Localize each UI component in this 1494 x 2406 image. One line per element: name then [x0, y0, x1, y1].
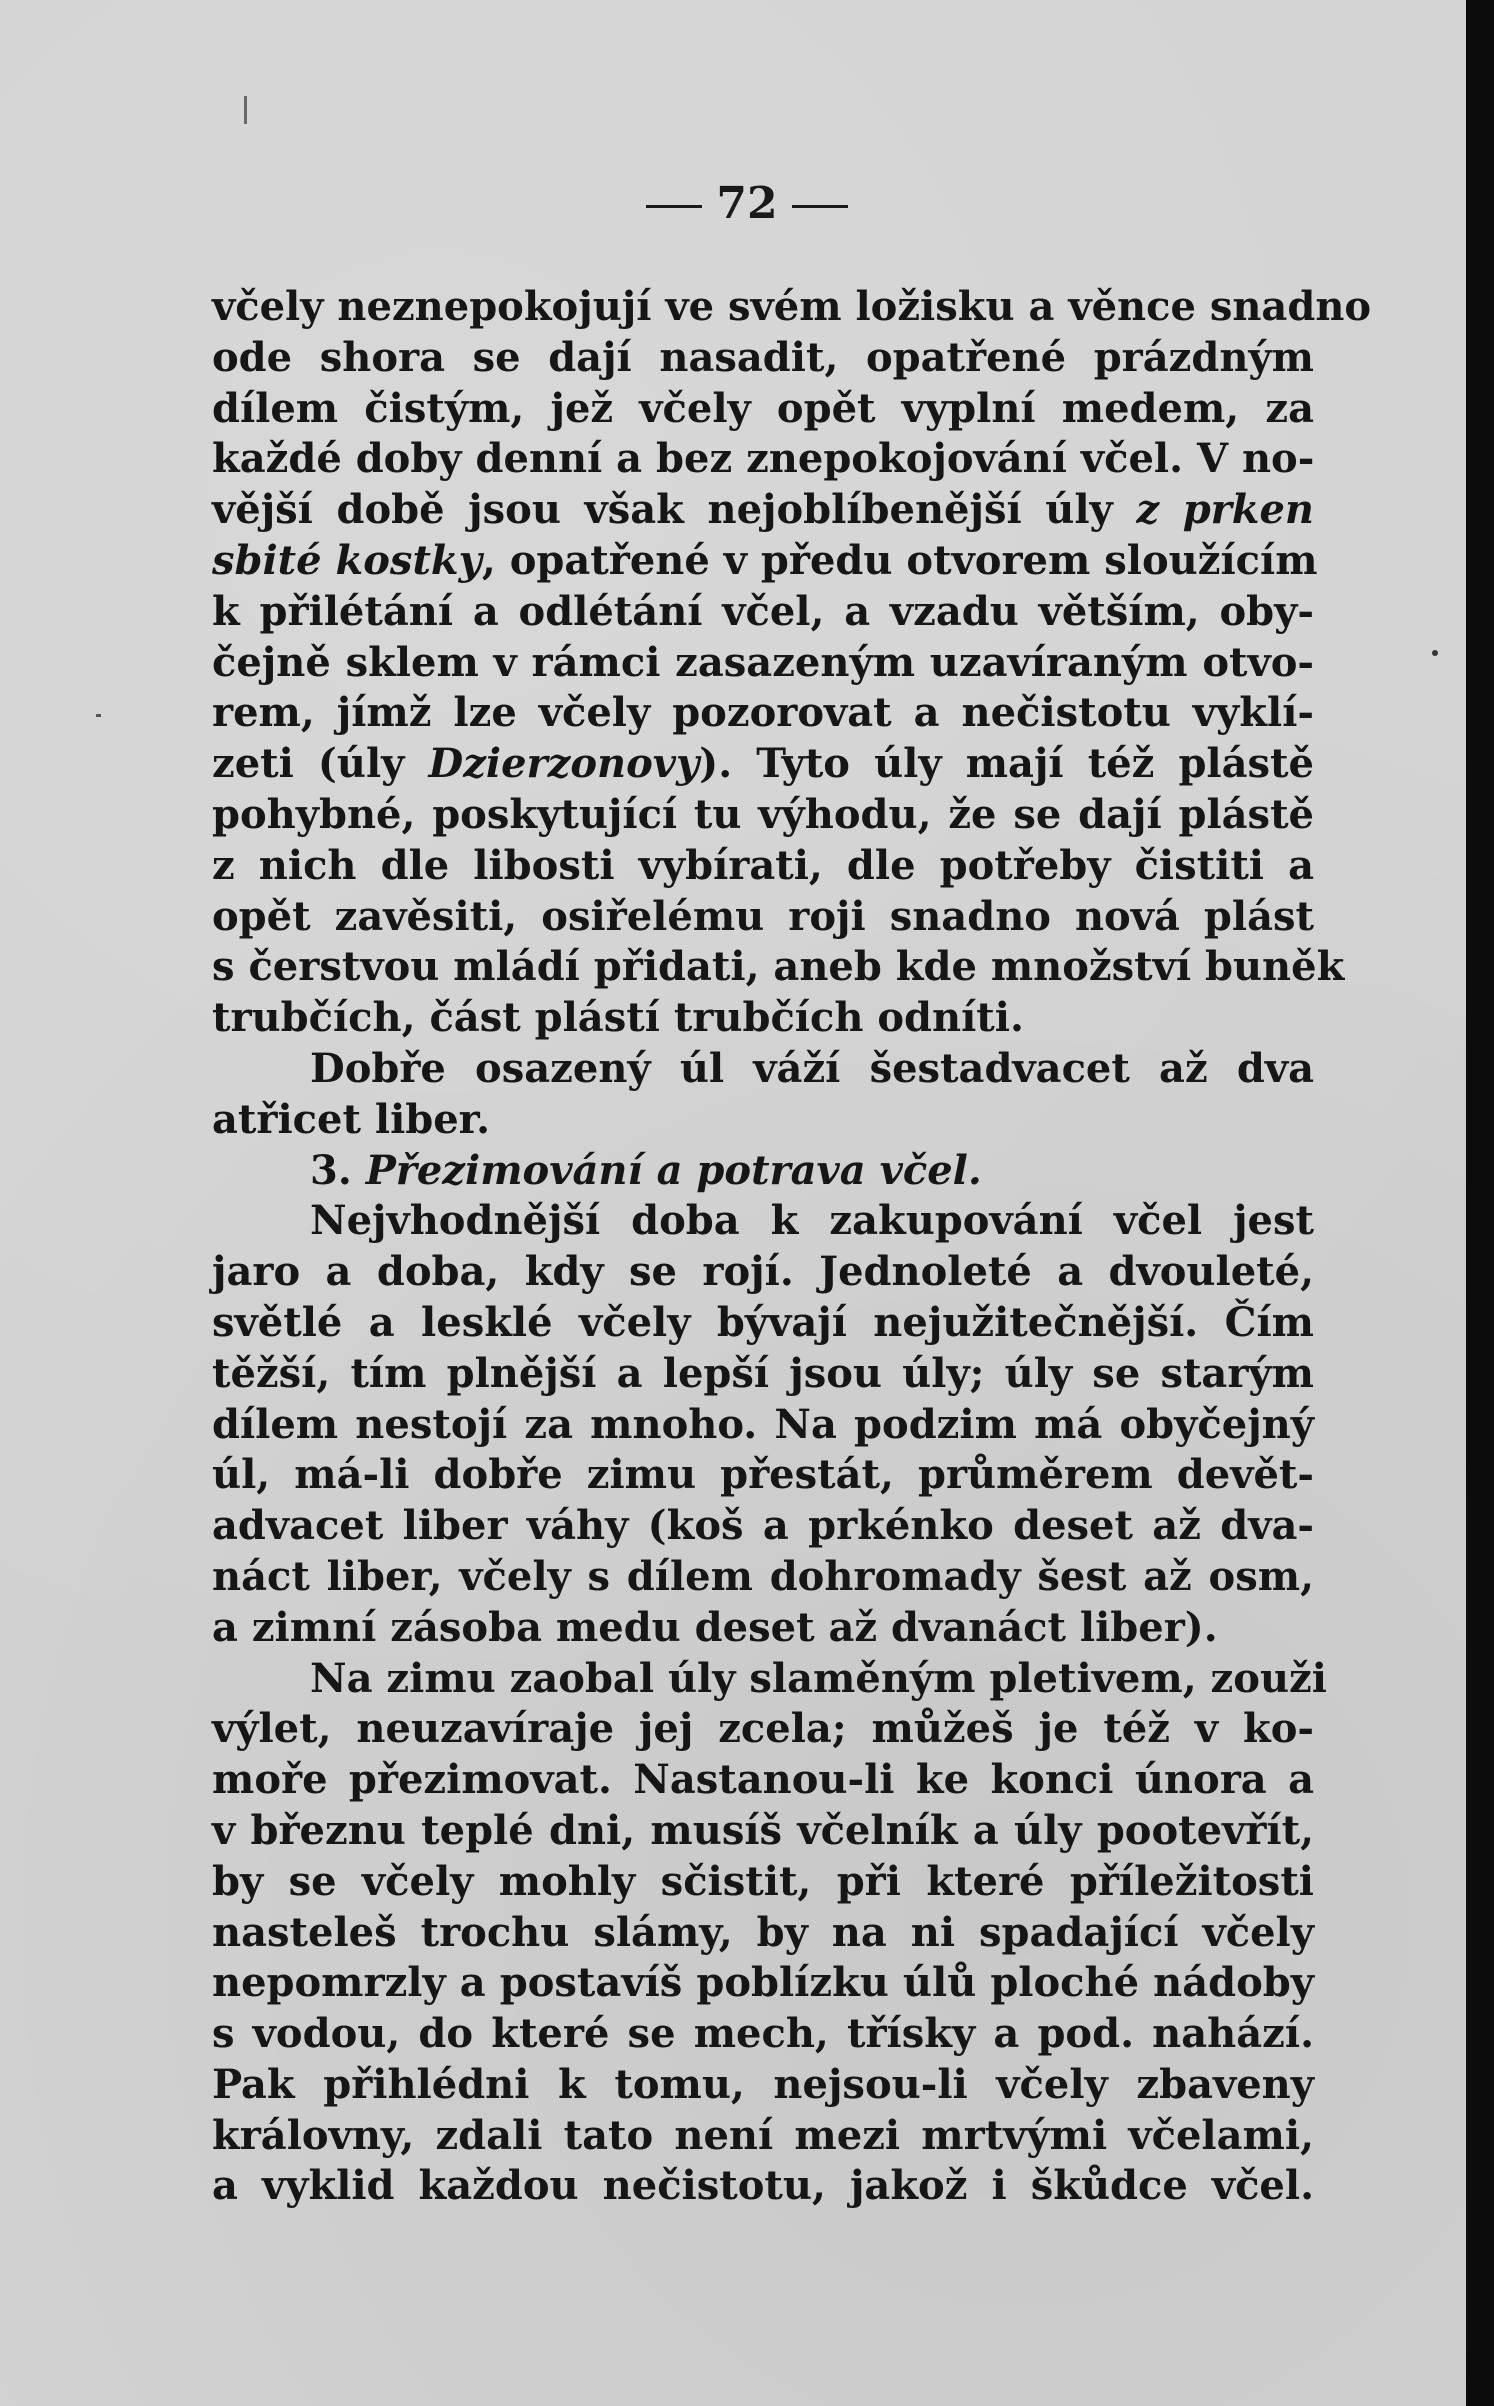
body-text: [212, 282, 1372, 2212]
text-line: Na zimu zaobal úly slaměným pletivem, zouži: [310, 1654, 1327, 1702]
text-run: zeti (úly: [212, 740, 405, 788]
text-line: náct liber, včely s dílem dohromady šest až osm,: [212, 1552, 1314, 1600]
text-run: vější době jsou však nejoblíbenější úly: [212, 486, 1113, 534]
page-number-value: 72: [716, 178, 778, 229]
text-line: pohybné, poskytující tu výhodu, že se dají plástě: [212, 790, 1314, 838]
italic-run: z prken: [1136, 486, 1314, 534]
text-line: opět zavěsiti, osiřelému roji snadno nová plást: [212, 892, 1314, 940]
text-line: čejně sklem v rámci zasazeným uzavíraným otvo-: [212, 638, 1314, 686]
italic-run: sbité kostky: [212, 536, 482, 584]
text-line: Nejvhodnější doba k zakupování včel jest: [310, 1197, 1314, 1245]
text-line: s vodou, do které se mech, třísky a pod. nahází.: [212, 2010, 1314, 2058]
text-line: atřicet liber.: [212, 1095, 491, 1143]
text-line: a zimní zásoba medu deset až dvanáct liber).: [212, 1603, 1218, 1651]
text-line: každé doby denní a bez znepokojování včel. V no-: [212, 435, 1315, 483]
text-line: královny, zdali tato není mezi mrtvými včelami,: [212, 2111, 1314, 2159]
dash-left: [646, 205, 702, 208]
scan-speck: [96, 714, 101, 717]
text-run: , opatřené v předu otvorem sloužícím: [481, 536, 1318, 584]
text-line: dílem čistým, jež včely opět vyplní medem, za: [212, 384, 1314, 432]
text-line: jaro a doba, kdy se rojí. Jednoleté a dvouleté,: [212, 1248, 1314, 1296]
text-line: v březnu teplé dni, musíš včelník a úly pootevřít,: [212, 1806, 1314, 1854]
text-line: dílem nestojí za mnoho. Na podzim má obyčejný: [212, 1400, 1314, 1448]
page-number: [0, 178, 1466, 229]
italic-run: Dzierzonovy: [428, 740, 700, 788]
text-line: nasteleš trochu slámy, by na ni spadající včely: [212, 1908, 1314, 1956]
text-line: z nich dle libosti vybírati, dle potřeby čistiti a: [212, 841, 1314, 889]
text-line: s čerstvou mládí přidati, aneb kde množství buněk: [212, 943, 1345, 991]
text-line: Dobře osazený úl váží šestadvacet až dva: [310, 1044, 1314, 1092]
section-heading: [212, 1146, 1314, 1197]
section-title: Přezimování a potrava včel.: [365, 1146, 982, 1194]
text-line: včely neznepokojují ve svém ložisku a věnce snadno: [212, 283, 1372, 330]
text-line: moře přezimovat. Nastanou-li ke konci února a: [212, 1756, 1314, 1804]
text-line: těžší, tím plnější a lepší jsou úly; úly se starým: [212, 1349, 1314, 1397]
text-line: advacet liber váhy (koš a prkénko deset až dva-: [212, 1502, 1314, 1550]
text-line: by se včely mohly sčistit, při které příležitosti: [212, 1857, 1314, 1905]
text-run: ). Tyto úly mají též plástě: [699, 740, 1314, 788]
text-line: [212, 485, 1314, 536]
scan-border: [1466, 0, 1494, 2406]
text-line: k přilétání a odlétání včel, a vzadu větším, oby-: [212, 587, 1314, 635]
dash-right: [792, 205, 848, 208]
text-line: nepomrzly a postavíš poblízku úlů ploché nádoby: [212, 1959, 1314, 2007]
text-line: [212, 536, 1318, 587]
text-line: světlé a lesklé včely bývají nejužitečnější. Čím: [212, 1298, 1314, 1346]
text-line: úl, má-li dobře zimu přestát, průměrem devět-: [212, 1451, 1314, 1499]
text-line: výlet, neuzavíraje jej zcela; můžeš je též v ko-: [212, 1705, 1314, 1753]
text-line: Pak přihlédni k tomu, nejsou-li včely zbaveny: [212, 2060, 1314, 2108]
text-line: rem, jímž lze včely pozorovat a nečistotu vyklí-: [212, 689, 1314, 737]
text-line: [212, 739, 1314, 790]
scan-speck: [1432, 650, 1438, 656]
text-line: ode shora se dají nasadit, opatřené prázdným: [212, 333, 1314, 381]
text-line: a vyklid každou nečistotu, jakož i škůdce včel.: [212, 2162, 1314, 2210]
section-number: 3.: [310, 1146, 352, 1194]
text-line: trubčích, část plástí trubčích odníti.: [212, 994, 1024, 1042]
scan-mark: [244, 96, 247, 124]
